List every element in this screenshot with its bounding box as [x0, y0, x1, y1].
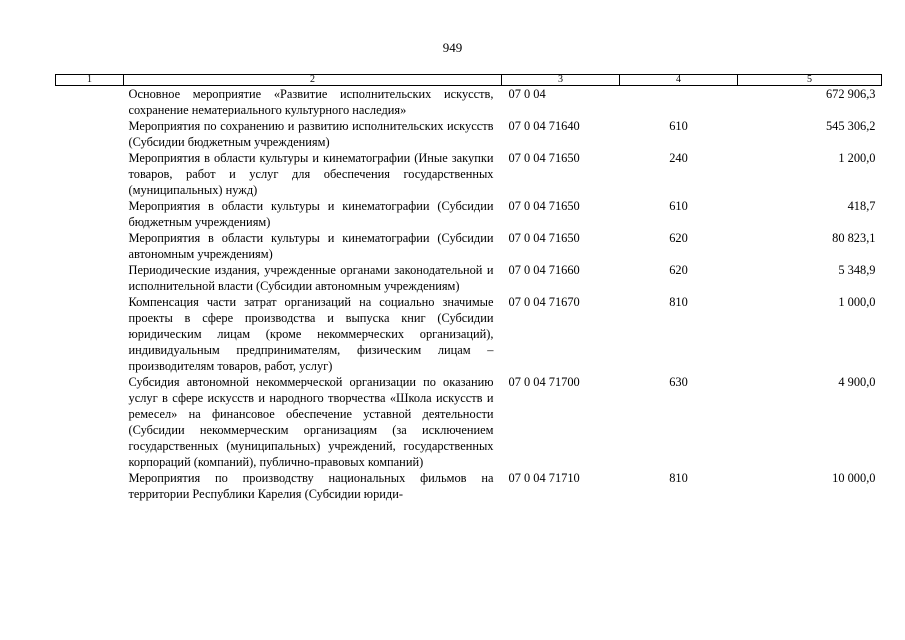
table-row	[56, 86, 882, 119]
row-csr-code: 07 0 04 71670	[508, 295, 580, 309]
row-index-cell	[56, 198, 124, 230]
row-csr-code: 07 0 04 71700	[508, 375, 580, 389]
row-index-cell	[56, 118, 124, 150]
row-index-cell	[56, 86, 124, 119]
row-amount: 10 000,0	[832, 471, 876, 485]
row-csr-code: 07 0 04 71660	[508, 263, 580, 277]
row-vr-code: 630	[669, 375, 688, 389]
row-name: Субсидия автономной некоммерческой организации по оказанию услуг в сфере искусств и народного творчества «Школа искусств и ремесел» на финансовое обеспечение уставной деятельности (Субсидии некоммерческим организациям (за исключением государственных (муниципальных) учреждений, государственных корпораций (компаний), публично-правовых компаний)	[128, 375, 494, 469]
row-amount: 80 823,1	[832, 231, 876, 245]
table-row	[56, 230, 882, 262]
row-name: Мероприятия в области культуры и кинематографии (Субсидии бюджетным учреждениям)	[128, 199, 494, 229]
row-name: Мероприятия по сохранению и развитию исполнительских искусств (Субсидии бюджетным учреждениям)	[128, 119, 494, 149]
budget-table	[55, 74, 882, 502]
row-vr-code	[620, 86, 738, 119]
row-vr-code: 810	[669, 295, 688, 309]
row-amount: 1 200,0	[838, 151, 876, 165]
column-header-4: 4	[620, 75, 738, 86]
row-name: Мероприятия в области культуры и кинематографии (Субсидии автономным учреждениям)	[128, 231, 494, 261]
row-csr-code: 07 0 04 71650	[508, 199, 580, 213]
row-vr-code: 620	[669, 263, 688, 277]
row-amount: 672 906,3	[825, 87, 876, 101]
row-index-cell	[56, 294, 124, 374]
row-index-cell	[56, 262, 124, 294]
row-csr-code: 07 0 04	[508, 87, 546, 101]
row-amount: 545 306,2	[825, 119, 876, 133]
table-row	[56, 294, 882, 374]
row-vr-code: 810	[669, 471, 688, 485]
row-name: Мероприятия в области культуры и кинематографии (Иные закупки товаров, работ и услуг для обеспечения государственных (муниципальных) нужд)	[128, 151, 494, 197]
row-csr-code: 07 0 04 71710	[508, 471, 580, 485]
row-amount: 4 900,0	[838, 375, 876, 389]
row-vr-code: 620	[669, 231, 688, 245]
table-row	[56, 118, 882, 150]
row-name: Периодические издания, учрежденные органами законодательной и исполнительной власти (Субсидии автономным учреждениям)	[128, 263, 494, 293]
table-header-row	[56, 75, 882, 86]
column-header-1: 1	[56, 75, 124, 86]
column-header-3: 3	[502, 75, 620, 86]
table-row	[56, 198, 882, 230]
row-amount: 1 000,0	[838, 295, 876, 309]
table-row	[56, 470, 882, 502]
row-csr-code: 07 0 04 71650	[508, 151, 580, 165]
row-amount: 5 348,9	[838, 263, 876, 277]
row-vr-code: 240	[669, 151, 688, 165]
row-amount: 418,7	[847, 199, 876, 213]
column-header-2: 2	[124, 75, 502, 86]
row-name: Мероприятия по производству национальных фильмов на территории Республики Карелия (Субсидии юриди-	[128, 471, 494, 501]
row-vr-code: 610	[669, 119, 688, 133]
row-csr-code: 07 0 04 71650	[508, 231, 580, 245]
row-index-cell	[56, 470, 124, 502]
row-vr-code: 610	[669, 199, 688, 213]
row-index-cell	[56, 150, 124, 198]
column-header-5: 5	[738, 75, 882, 86]
row-index-cell	[56, 374, 124, 470]
table-row	[56, 374, 882, 470]
row-csr-code: 07 0 04 71640	[508, 119, 580, 133]
table-row	[56, 262, 882, 294]
row-index-cell	[56, 230, 124, 262]
page-number: 949	[442, 40, 463, 55]
table-row	[56, 150, 882, 198]
row-name: Компенсация части затрат организаций на социально значимые проекты в сфере производства и выпуска книг (Субсидии юридическим лицам (кроме некоммерческих организаций), индивидуальным предпринимателям, физическим лицам – производителям товаров, работ, услуг)	[128, 295, 494, 373]
row-name: Основное мероприятие «Развитие исполнительских искусств, сохранение нематериального культурного наследия»	[128, 87, 494, 117]
